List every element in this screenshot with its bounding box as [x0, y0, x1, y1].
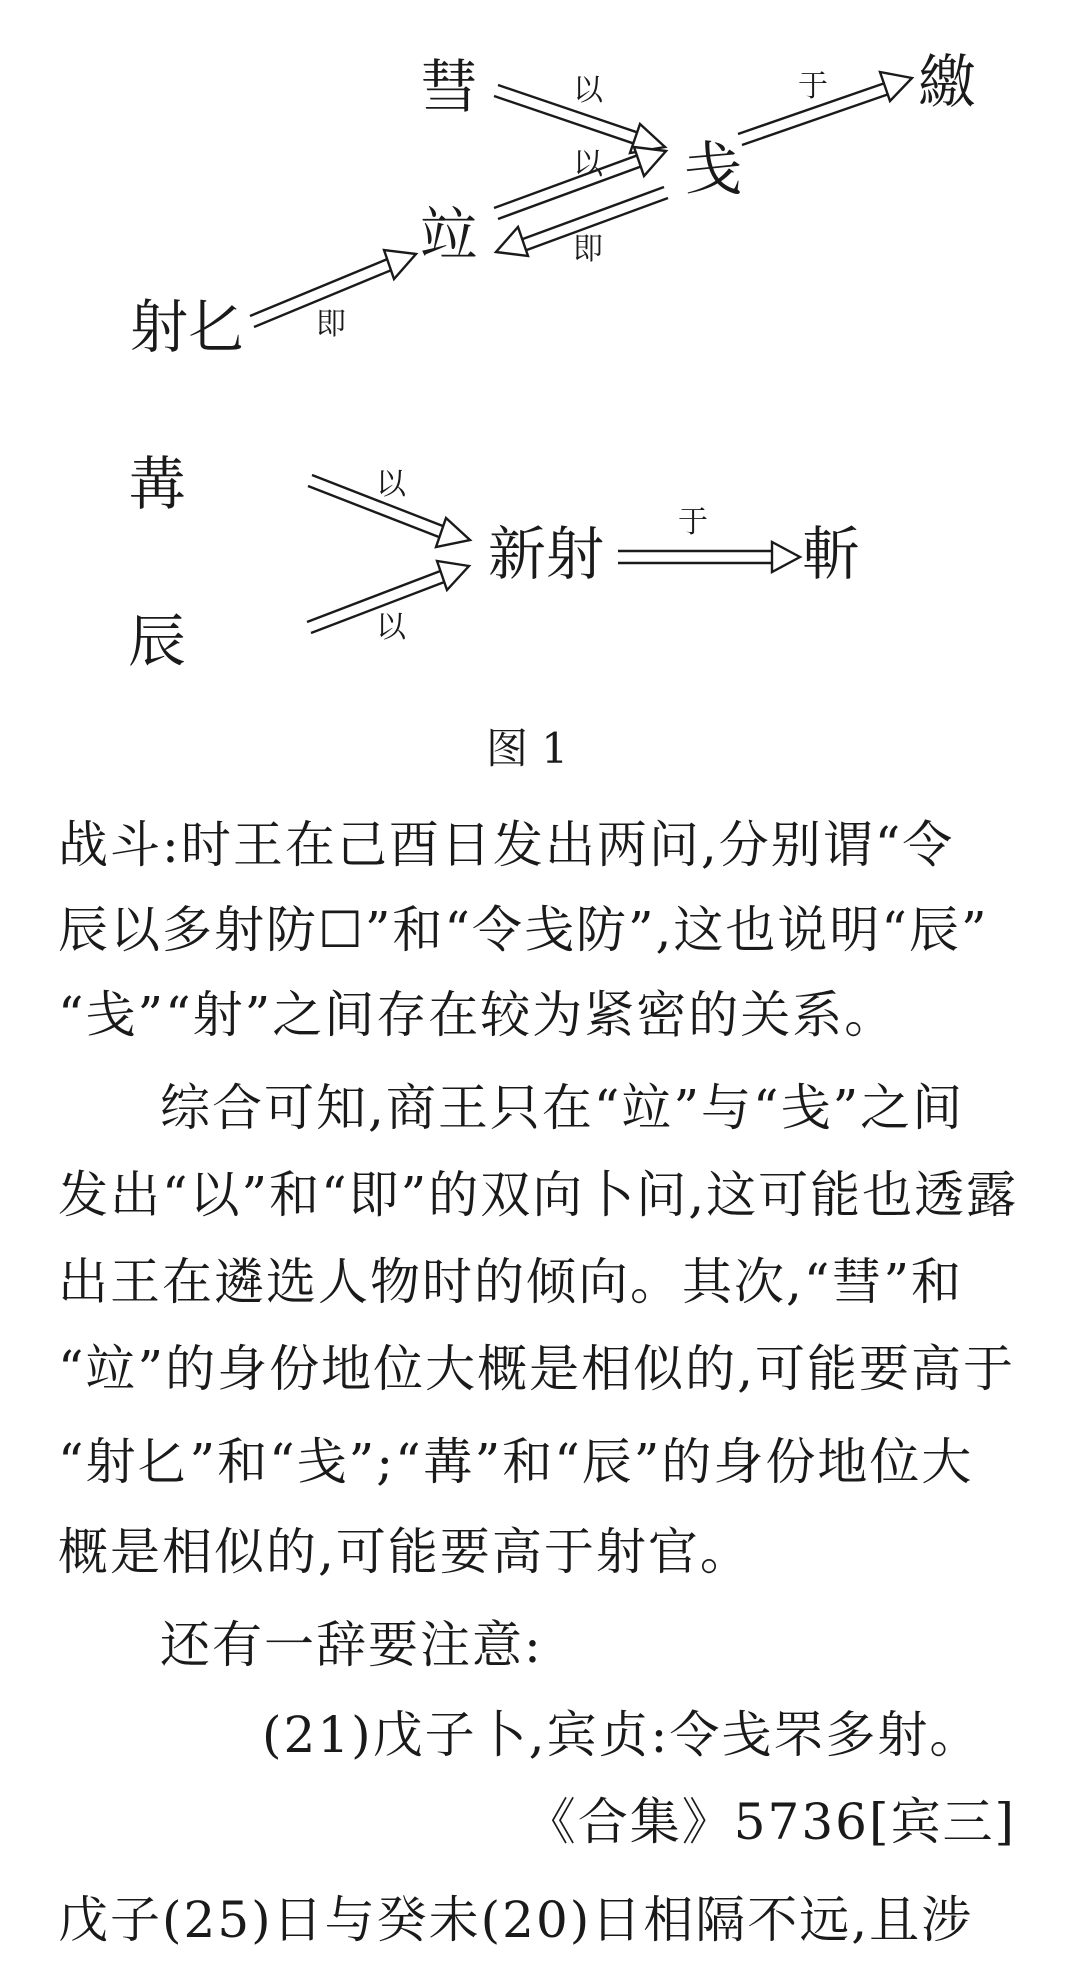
arrow-xinshe-to-zhan	[618, 542, 800, 572]
node-chen: 辰	[128, 607, 187, 675]
node-zhan: 斬	[802, 520, 861, 588]
label-hui-ge: 以	[573, 73, 603, 108]
node-ao: 繳	[918, 48, 977, 116]
text-line-3: “戋”“射”之间存在较为紧密的关系。	[58, 986, 897, 1044]
node-she	[130, 293, 247, 361]
label-chen-xinshe: 以	[376, 610, 406, 645]
label-she-li: 即	[316, 307, 346, 342]
text-line-1: 战斗:时王在己酉日发出两问,分别谓“令	[58, 816, 955, 874]
node-li: 竝	[420, 201, 479, 269]
node-hui: 彗	[420, 53, 479, 121]
text-line-2: 辰以多射防☐”和“令戋防”,这也说明“辰”	[58, 901, 989, 959]
text-line-5: 发出“以”和“即”的双向卜问,这可能也透露	[58, 1166, 1019, 1224]
figure-caption: 图 1	[486, 724, 569, 773]
text-line-4: 综合可知,商王只在“竝”与“戋”之间	[160, 1079, 965, 1137]
node-gou: 冓	[128, 450, 187, 518]
node-xinshe: 新射	[488, 520, 605, 588]
text-line-9: 概是相似的,可能要高于射官。	[58, 1523, 752, 1581]
label-li-ge: 以	[573, 147, 603, 182]
label-gou-xinshe: 以	[376, 467, 406, 502]
label-ge-ao: 于	[798, 69, 828, 104]
text-line-13: 戊子(25)日与癸未(20)日相隔不远,且涉	[58, 1891, 974, 1949]
label-xinshe-zhan: 于	[678, 505, 708, 540]
text-line-10: 还有一辞要注意:	[160, 1616, 543, 1674]
text-line-8: “射𠤎”和“戋”;“冓”和“辰”的身份地位大	[58, 1433, 974, 1491]
inscription-21: (21)戊子卜,宾贞:令戋罘多射。	[262, 1706, 982, 1764]
node-ge: 戋	[684, 135, 743, 203]
text-line-7: “竝”的身份地位大概是相似的,可能要高于	[58, 1340, 1016, 1398]
node-she-char: 射	[130, 293, 189, 361]
text-line-6: 出王在遴选人物时的倾向。其次,“彗”和	[58, 1253, 964, 1311]
node-she-glyph: 𠤎	[188, 293, 247, 361]
source-citation: 《合集》5736[宾三]	[525, 1793, 1016, 1851]
label-ge-li: 即	[573, 232, 603, 267]
